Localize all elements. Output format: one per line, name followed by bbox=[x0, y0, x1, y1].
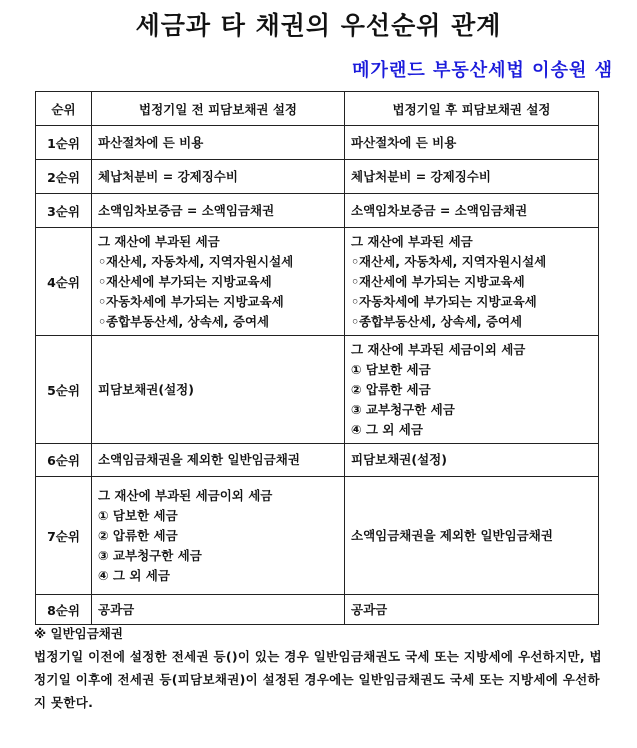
table-row bbox=[36, 126, 599, 160]
cell-line: ① 담보한 세금 bbox=[351, 361, 431, 377]
footnote-title: ※ 일반임금채권 bbox=[34, 626, 123, 641]
cell-line: 공과금 bbox=[98, 601, 135, 617]
after-cell bbox=[345, 444, 599, 477]
after-cell bbox=[345, 228, 599, 336]
header-after: 법정기일 후 피담보채권 설정 bbox=[345, 92, 599, 126]
cell-line: ④ 그 외 세금 bbox=[98, 567, 170, 583]
after-cell bbox=[345, 477, 599, 595]
rank-cell: 7순위 bbox=[36, 477, 92, 595]
after-cell bbox=[345, 595, 599, 625]
after-cell bbox=[345, 160, 599, 194]
cell-line: 소액임금채권을 제외한 일반임금채권 bbox=[98, 452, 300, 467]
rank-cell: 6순위 bbox=[36, 444, 92, 477]
header-rank: 순위 bbox=[36, 92, 92, 126]
cell-line: ① 담보한 세금 bbox=[98, 507, 178, 523]
table-row bbox=[36, 194, 599, 228]
cell-line: 체납처분비 = 강제징수비 bbox=[351, 168, 491, 184]
rank-cell: 1순위 bbox=[36, 126, 92, 160]
cell-line: 그 재산에 부과된 세금 bbox=[98, 233, 220, 249]
cell-line: 그 재산에 부과된 세금이외 세금 bbox=[351, 341, 526, 357]
priority-table bbox=[35, 91, 599, 625]
cell-line: 피담보채권(설정) bbox=[351, 452, 447, 467]
footnote-body: 법정기일 이전에 설정한 전세권 등()이 있는 경우 일반임금채권도 국세 또는 지방세에 우선하지만, 법정기일 이후에 전세권 등(피담보채권)이 설정된 경우에는 일반임금채권도 국세 또는 지방세에 우선하지 못한다. bbox=[34, 649, 602, 710]
cell-line: 체납처분비 = 강제징수비 bbox=[98, 168, 238, 184]
cell-line: 소액임금채권을 제외한 일반임금채권 bbox=[351, 527, 553, 543]
before-cell bbox=[92, 477, 345, 595]
after-cell bbox=[345, 336, 599, 444]
cell-line: ◦재산세, 자동차세, 지역자원시설세 bbox=[351, 253, 547, 269]
rank-cell: 8순위 bbox=[36, 595, 92, 625]
cell-line: ② 압류한 세금 bbox=[351, 381, 431, 397]
cell-line: 소액임차보증금 = 소액임금채권 bbox=[351, 202, 528, 218]
author-label: 메가랜드 부동산세법 이송원 샘 bbox=[352, 60, 613, 81]
before-cell bbox=[92, 126, 345, 160]
rank-cell: 2순위 bbox=[36, 160, 92, 194]
table-row bbox=[36, 595, 599, 625]
cell-line: 공과금 bbox=[351, 601, 388, 617]
cell-line: 파산절차에 든 비용 bbox=[351, 134, 457, 150]
table-row bbox=[36, 444, 599, 477]
cell-line: 그 재산에 부과된 세금이외 세금 bbox=[98, 487, 273, 503]
before-cell bbox=[92, 336, 345, 444]
before-cell bbox=[92, 595, 345, 625]
cell-line: ② 압류한 세금 bbox=[98, 527, 178, 543]
before-cell bbox=[92, 194, 345, 228]
table-row bbox=[36, 477, 599, 595]
cell-line: 그 재산에 부과된 세금 bbox=[351, 233, 473, 249]
table-body bbox=[36, 126, 599, 625]
document-title: 세금과 타 채권의 우선순위 관계 bbox=[135, 11, 502, 40]
cell-line: ③ 교부청구한 세금 bbox=[351, 401, 455, 417]
table-row bbox=[36, 336, 599, 444]
after-cell bbox=[345, 194, 599, 228]
cell-line: 피담보채권(설정) bbox=[98, 381, 194, 397]
rank-cell: 3순위 bbox=[36, 194, 92, 228]
cell-line: 소액임차보증금 = 소액임금채권 bbox=[98, 202, 275, 218]
rank-cell: 4순위 bbox=[36, 228, 92, 336]
cell-line: ◦재산세, 자동차세, 지역자원시설세 bbox=[98, 253, 294, 269]
table-row bbox=[36, 160, 599, 194]
cell-line: ◦종합부동산세, 상속세, 증여세 bbox=[351, 313, 523, 329]
cell-line: ◦자동차세에 부가되는 지방교육세 bbox=[351, 293, 537, 309]
cell-line: ④ 그 외 세금 bbox=[351, 421, 423, 437]
after-cell bbox=[345, 126, 599, 160]
before-cell bbox=[92, 228, 345, 336]
cell-line: 파산절차에 든 비용 bbox=[98, 134, 204, 150]
cell-line: ◦재산세에 부가되는 지방교육세 bbox=[351, 273, 525, 289]
header-before: 법정기일 전 피담보채권 설정 bbox=[92, 92, 345, 126]
before-cell bbox=[92, 444, 345, 477]
table-row bbox=[36, 228, 599, 336]
cell-line: ◦재산세에 부가되는 지방교육세 bbox=[98, 273, 272, 289]
cell-line: ◦종합부동산세, 상속세, 증여세 bbox=[98, 313, 270, 329]
table-header-row bbox=[36, 92, 599, 126]
before-cell bbox=[92, 160, 345, 194]
footnote bbox=[34, 622, 604, 714]
cell-line: ③ 교부청구한 세금 bbox=[98, 547, 202, 563]
cell-line: ◦자동차세에 부가되는 지방교육세 bbox=[98, 293, 284, 309]
rank-cell: 5순위 bbox=[36, 336, 92, 444]
